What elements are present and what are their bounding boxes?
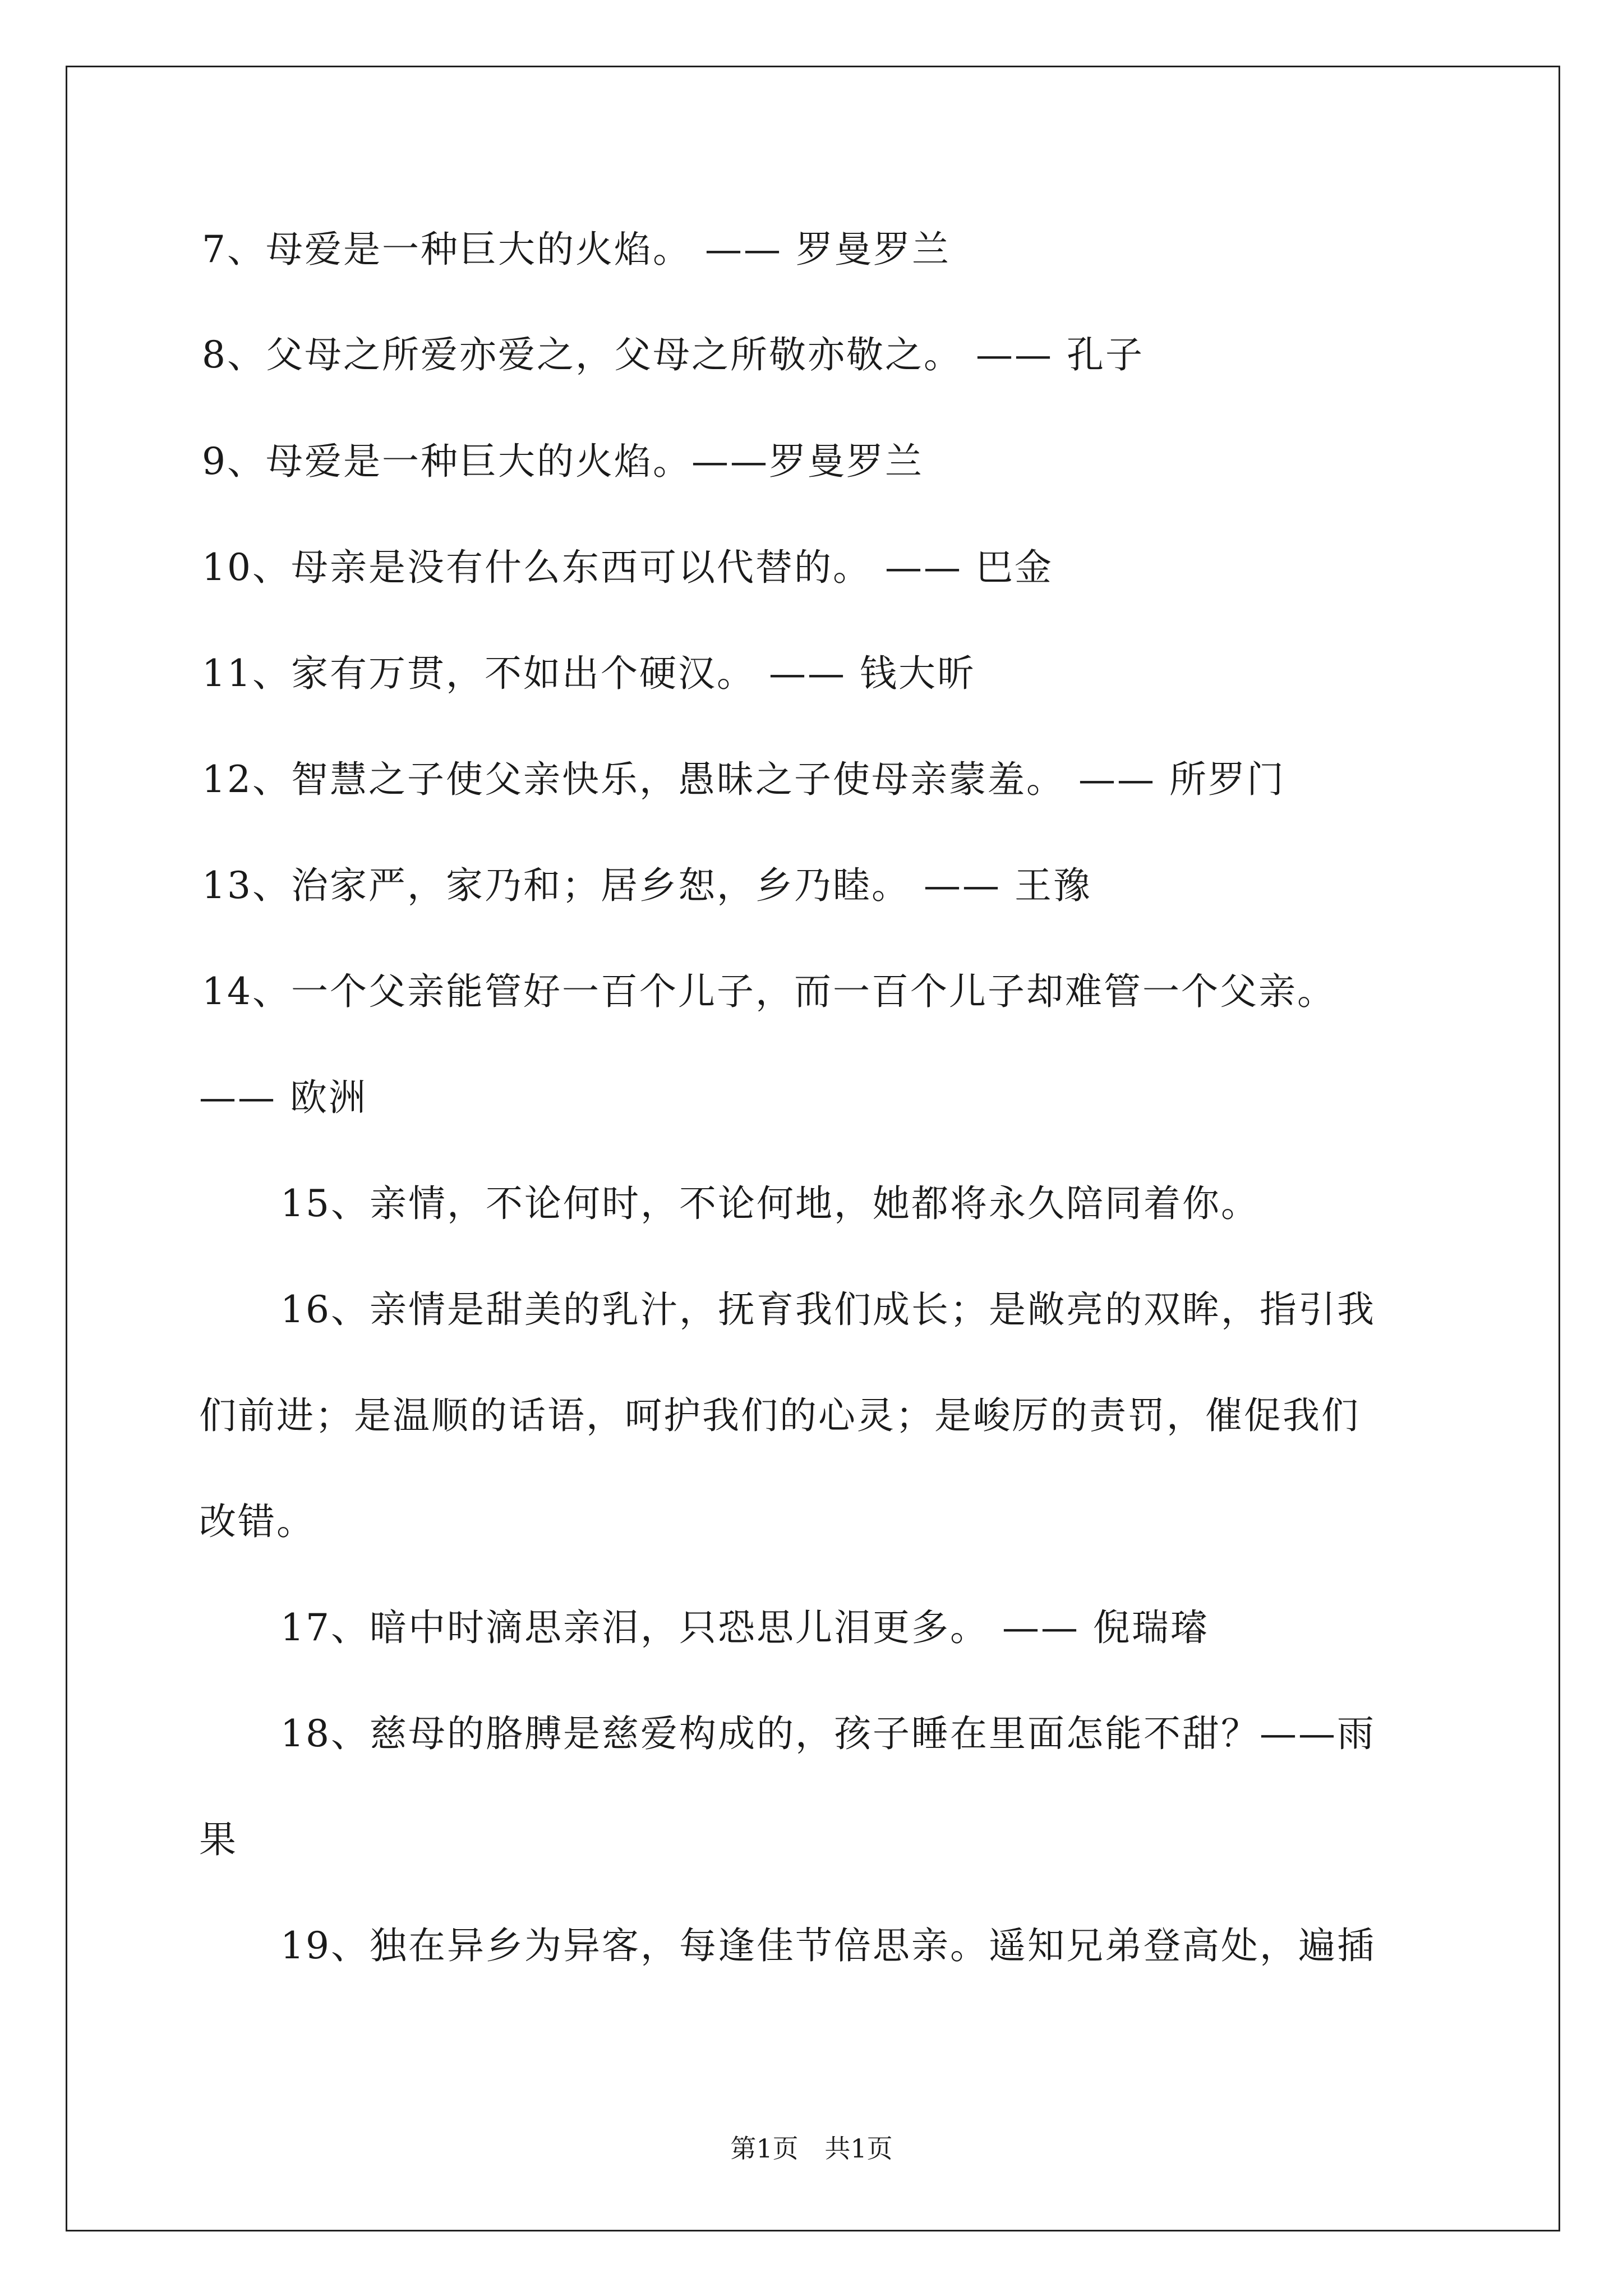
quote-line-8: 8、父母之所爱亦爱之，父母之所敬亦敬之。 —— 孔子 (202, 333, 1144, 376)
quote-line-14: 14、一个父亲能管好一百个儿子，而一百个儿子却难管一个父亲。 (202, 970, 1336, 1013)
quote-line-7: 7、母爱是一种巨大的火焰。 —— 罗曼罗兰 (202, 228, 951, 271)
page-number: 第1页 (730, 2133, 799, 2164)
quote-line-15: 15、亲情，不论何时，不论何地，她都将永久陪同着你。 (280, 1182, 1260, 1225)
quote-line-10: 10、母亲是没有什么东西可以代替的。 —— 巴金 (202, 546, 1053, 589)
quote-line-13: 13、治家严，家乃和；居乡恕，乡乃睦。 —— 王豫 (202, 864, 1092, 907)
quote-line-18: 18、慈母的胳膊是慈爱构成的，孩子睡在里面怎能不甜？——雨 (280, 1712, 1376, 1755)
page-footer (0, 2132, 1623, 2165)
quote-line-14-cont: —— 欧洲 (199, 1076, 367, 1119)
quote-line-12: 12、智慧之子使父亲快乐，愚昧之子使母亲蒙羞。 —— 所罗门 (202, 758, 1285, 801)
quote-line-17: 17、暗中时滴思亲泪，只恐思儿泪更多。 —— 倪瑞璿 (280, 1606, 1209, 1649)
quote-line-16-cont-2: 改错。 (199, 1500, 315, 1543)
page-total: 共1页 (824, 2133, 893, 2164)
page-border (66, 66, 1560, 2231)
quote-line-11: 11、家有万贯，不如出个硬汉。 —— 钱大昕 (202, 652, 976, 695)
quote-line-16: 16、亲情是甜美的乳汁，抚育我们成长；是敞亮的双眸，指引我 (280, 1288, 1376, 1331)
quote-line-19: 19、独在异乡为异客，每逢佳节倍思亲。遥知兄弟登高处，遍插 (280, 1924, 1376, 1967)
quote-line-18-cont: 果 (199, 1818, 238, 1861)
quote-line-16-cont-1: 们前进；是温顺的话语，呵护我们的心灵；是峻厉的责罚，催促我们 (199, 1394, 1360, 1437)
quote-line-9: 9、母爱是一种巨大的火焰。——罗曼罗兰 (202, 440, 924, 483)
